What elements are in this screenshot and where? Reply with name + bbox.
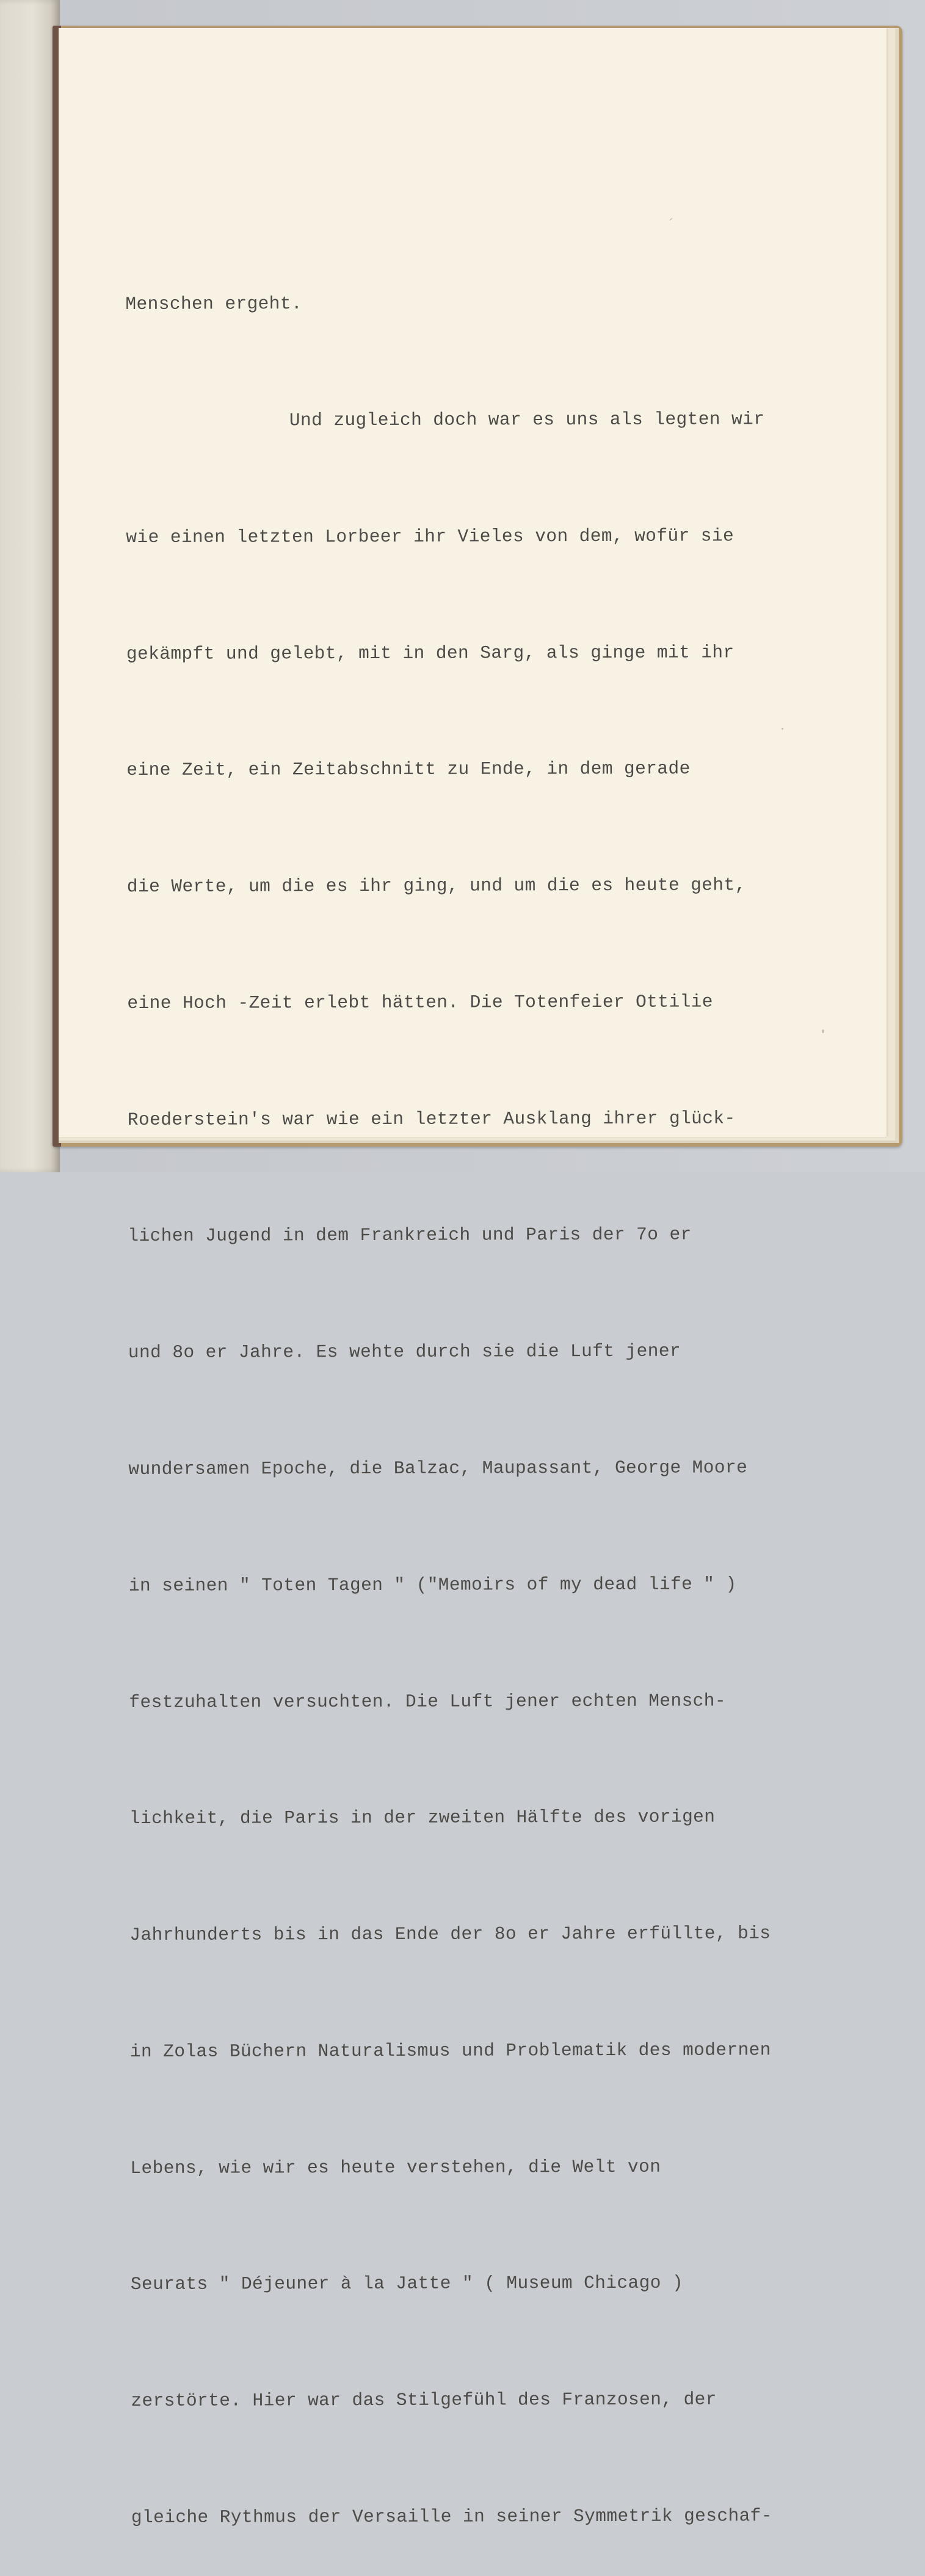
text-line: wie einen letzten Lorbeer ihr Vieles von dem, wofür sie xyxy=(126,525,735,548)
text-line: Seurats " Déjeuner à la Jatte " ( Museum Chicago ) xyxy=(130,2273,684,2295)
text-line: und 8o er Jahre. Es wehte durch sie die Luft jener xyxy=(128,1340,681,1363)
typed-text-block xyxy=(125,206,852,2576)
text-line: die Werte, um die es ihr ging, und um die es heute geht, xyxy=(126,874,746,898)
text-line: Und zugleich doch war es uns als legten wir xyxy=(289,408,765,431)
text-line: lichkeit, die Paris in der zweiten Hälfte des vorigen xyxy=(129,1806,716,1829)
facing-page-edge xyxy=(0,0,60,1172)
text-line: Lebens, wie wir es heute verstehen, die Welt von xyxy=(130,2156,661,2179)
text-line: zerstörte. Hier war das Stilgefühl des Franzosen, der xyxy=(131,2389,717,2412)
text-line: gekämpft und gelebt, mit in den Sarg, als ginge mit ihr xyxy=(126,641,735,664)
text-line: wundersamen Epoche, die Balzac, Maupassant, George Moore xyxy=(128,1457,748,1479)
text-line: lichen Jugend in dem Frankreich und Paris der 7o er xyxy=(128,1224,692,1247)
text-line: eine Zeit, ein Zeitabschnitt zu Ende, in dem gerade xyxy=(126,758,691,781)
text-line: Jahrhunderts bis in das Ende der 8o er Jahre erfüllte, bis xyxy=(129,1923,771,1946)
text-line: eine Hoch -Zeit erlebt hätten. Die Totenfeier Ottilie xyxy=(127,991,713,1014)
text-line: in seinen " Toten Tagen " ("Memoirs of my dead life " ) xyxy=(128,1573,737,1596)
text-line: Menschen ergeht. xyxy=(125,293,303,315)
text-line: gleiche Rythmus der Versaille in seiner Symmetrik geschaf- xyxy=(131,2505,772,2528)
text-line: in Zolas Büchern Naturalismus und Problematik des modernen xyxy=(129,2039,771,2062)
text-line: festzuhalten versuchten. Die Luft jener echten Mensch- xyxy=(129,1689,727,1713)
text-line: Roederstein's war wie ein letzter Ausklang ihrer glück- xyxy=(127,1108,736,1130)
